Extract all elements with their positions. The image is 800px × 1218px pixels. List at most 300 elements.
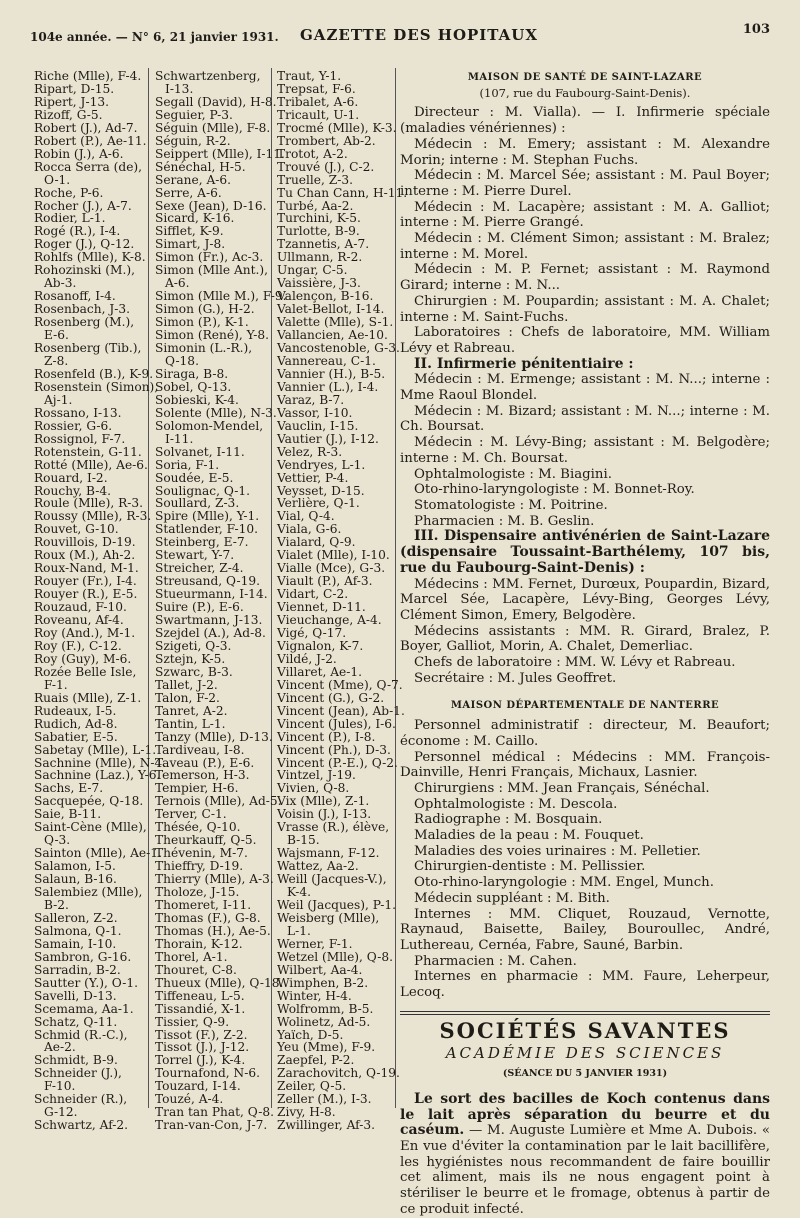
index-entry: Villaret, Ae-1. bbox=[277, 664, 362, 679]
index-entry: E-6. bbox=[44, 328, 69, 343]
index-entry: Vignalon, K-7. bbox=[277, 638, 364, 653]
index-entry: Trocmé (Mlle), K-3. bbox=[277, 120, 397, 135]
index-entry: F-10. bbox=[44, 1079, 76, 1094]
index-entry: Siraga, B-8. bbox=[155, 366, 229, 381]
index-entry: Vialet (Mlle), I-10. bbox=[277, 548, 390, 563]
stlazare-staff-list bbox=[400, 105, 770, 686]
staff-paragraph: Internes en pharmacie : MM. Faure, Leherpeur, Lecoq. bbox=[400, 969, 770, 1001]
index-entry: Scemama, Aa-1. bbox=[34, 1001, 134, 1016]
index-entry: Séguin (Mlle), F-8. bbox=[155, 120, 271, 135]
index-entry: Soulignac, Q-1. bbox=[155, 483, 251, 498]
column-divider bbox=[271, 68, 272, 1108]
index-entry: Sainton (Mlle), Ae-1. bbox=[34, 846, 162, 861]
index-entry: Simon (G.), H-2. bbox=[155, 302, 255, 317]
index-entry: Taveau (P.), E-6. bbox=[155, 755, 255, 770]
index-entry: Wimphen, B-2. bbox=[277, 975, 369, 990]
index-entry: Schwartz, Af-2. bbox=[34, 1118, 129, 1133]
index-entry: Rodier, L-1. bbox=[34, 211, 106, 226]
index-entry: Zeiler, Q-5. bbox=[277, 1079, 347, 1094]
seance-date: (SÉANCE DU 5 JANVIER 1931) bbox=[502, 1068, 668, 1080]
article-title: Le sort des bacilles de Koch contenus dans le lait après séparation du beurre et du caséum. bbox=[400, 1090, 770, 1139]
index-entry: Sacquepée, Q-18. bbox=[34, 794, 144, 809]
index-entry: Q-3. bbox=[44, 833, 71, 848]
staff-paragraph: Personnel médical : Médecins : MM. François-Dainville, Henri Français, Michaux, Lasnier. bbox=[400, 749, 770, 781]
index-entry: Sambron, G-16. bbox=[34, 949, 132, 964]
index-entry: Varaz, B-7. bbox=[277, 392, 345, 407]
index-entry: Aj-1. bbox=[44, 392, 73, 407]
index-entry: Schmid (R.-C.), bbox=[34, 1027, 128, 1042]
index-entry: Sobel, Q-13. bbox=[155, 379, 232, 394]
index-entry: Zwillinger, Af-3. bbox=[277, 1118, 375, 1133]
index-entry: Ruais (Mlle), Z-1. bbox=[34, 690, 142, 705]
index-entry: Simart, J-8. bbox=[155, 237, 226, 252]
staff-paragraph: Ophtalmologiste : M. Biagini. bbox=[414, 466, 612, 482]
index-entry: Truelle, Z-3. bbox=[277, 172, 353, 187]
index-entry: Vialle (Mce), G-3. bbox=[277, 561, 386, 576]
index-entry: Rouyer (Fr.), I-4. bbox=[34, 574, 137, 589]
index-entry: Vauclin, I-15. bbox=[277, 418, 359, 433]
index-entry: Tu Chan Cann, H-11. bbox=[277, 185, 408, 200]
index-entry: Simon (Mlle M.), F-9. bbox=[155, 289, 287, 304]
index-entry: Tallet, J-2. bbox=[155, 677, 218, 692]
index-entry: Salaun, B-16. bbox=[34, 872, 117, 887]
index-entry: Spire (Mlle), Y-1. bbox=[155, 509, 260, 524]
index-entry: Wilbert, Aa-4. bbox=[277, 962, 363, 977]
index-entry: B-2. bbox=[44, 898, 69, 912]
index-entry: Simon (P.), K-1. bbox=[155, 315, 249, 330]
index-entry: Rossier, G-6. bbox=[34, 418, 113, 433]
index-entry: Z-8. bbox=[44, 353, 69, 368]
index-entry: Serane, A-6. bbox=[155, 172, 232, 187]
index-entry: Simon (Mlle Ant.), bbox=[155, 263, 269, 278]
index-entry: Vincent (Mme), Q-7. bbox=[277, 677, 403, 692]
index-entry: O-1. bbox=[44, 172, 71, 187]
index-entry: Vincent (Jules), I-6. bbox=[277, 716, 396, 731]
index-entry: Tissot (J.), J-12. bbox=[155, 1040, 250, 1055]
index-entry: Robin (J.), A-6. bbox=[34, 146, 124, 161]
index-entry: Rohozinski (M.), bbox=[34, 263, 136, 278]
index-entry: Thomas (H.), Ae-5. bbox=[155, 923, 271, 938]
index-entry: Rosenbach, J-3. bbox=[34, 302, 130, 317]
index-entry: Sabetay (Mlle), L-1. bbox=[34, 742, 157, 757]
staff-paragraph: Médecin : M. Emery; assistant : M. Alexandre Morin; interne : M. Stephan Fuchs. bbox=[400, 136, 770, 168]
index-entry: Wetzel (Mlle), Q-8. bbox=[277, 949, 393, 964]
index-entry: Viala, G-6. bbox=[277, 522, 342, 537]
index-entry: Roy (F.), C-12. bbox=[34, 638, 122, 653]
index-entry: Yeu (Mme), F-9. bbox=[277, 1040, 376, 1055]
index-entry: Rosenstein (Simon), bbox=[34, 379, 159, 394]
journal-title: GAZETTE DES HOPITAUX bbox=[300, 26, 539, 44]
index-entry: Verlière, Q-1. bbox=[277, 496, 360, 511]
index-entry: Rossano, I-13. bbox=[34, 405, 122, 420]
section-heading-stlazare: MAISON DE SANTÉ DE SAINT-LAZARE bbox=[467, 72, 703, 83]
index-entry: Weill (Jacques-V.), bbox=[277, 872, 387, 887]
index-entry: Ripert, J-13. bbox=[34, 94, 109, 109]
index-entry: Vintzel, J-19. bbox=[277, 768, 356, 783]
index-entry: Roy (And.), M-1. bbox=[34, 625, 136, 640]
section-heading-nanterre: MAISON DÉPARTEMENTALE DE NANTERRE bbox=[450, 700, 720, 712]
index-entry: Schmidt, B-9. bbox=[34, 1053, 118, 1068]
index-entry: K-4. bbox=[287, 885, 311, 900]
index-entry: Theurkauff, Q-5. bbox=[155, 833, 257, 848]
index-entry: Weisberg (Mlle), bbox=[277, 910, 380, 925]
double-rule bbox=[400, 1011, 770, 1015]
index-entry: Ullmann, R-2. bbox=[277, 250, 363, 265]
right-column bbox=[400, 68, 770, 1218]
index-entry: Touzard, I-14. bbox=[155, 1079, 241, 1094]
index-entry: Vannereau, C-1. bbox=[277, 353, 376, 368]
index-entry: Schneider (J.), bbox=[34, 1066, 122, 1081]
index-entry: Thorain, K-12. bbox=[155, 936, 243, 951]
staff-paragraph: Ophtalmologiste : M. Descola. bbox=[414, 796, 618, 812]
index-entry: Roule (Mlle), R-3. bbox=[34, 496, 144, 511]
index-entry: Sachnine (Mlle), N-4. bbox=[34, 755, 167, 770]
staff-paragraph: Personnel administratif : directeur, M. Beaufort; économe : M. Caillo. bbox=[400, 718, 770, 749]
index-entry: Sztejn, K-5. bbox=[155, 651, 226, 666]
index-entry: Saie, B-11. bbox=[34, 807, 102, 822]
index-entry: Thierry (Mlle), A-3. bbox=[155, 872, 274, 887]
index-entry: Saint-Cène (Mlle), bbox=[34, 820, 147, 835]
index-entry: Sabatier, E-5. bbox=[34, 729, 118, 744]
index-entry: Vigé, Q-17. bbox=[277, 625, 347, 640]
index-entry: Soullard, Z-3. bbox=[155, 496, 240, 511]
staff-paragraph: Médecin : M. Ermenge; assistant : M. N...; interne : Mme Raoul Blondel. bbox=[400, 372, 770, 404]
index-entry: Solvanet, I-11. bbox=[155, 444, 245, 459]
name-index-column-1 bbox=[34, 69, 167, 1133]
index-entry: Schwartzenberg, bbox=[155, 69, 261, 83]
index-entry: Rudeaux, I-5. bbox=[34, 703, 117, 718]
index-entry: Stewart, Y-7. bbox=[155, 548, 235, 563]
index-entry: Sexe (Jean), D-16. bbox=[155, 198, 267, 213]
issue-info: 104e année. — N° 6, 21 janvier 1931. bbox=[30, 30, 279, 44]
index-entry: Trombert, Ab-2. bbox=[277, 133, 376, 148]
staff-paragraph: Maladies de la peau : M. Fouquet. bbox=[414, 828, 644, 844]
index-entry: Szwarc, B-3. bbox=[155, 664, 233, 679]
index-entry: Szigeti, Q-3. bbox=[155, 638, 232, 653]
index-entry: Vancostenoble, G-3. bbox=[277, 341, 400, 356]
index-entry: Salleron, Z-2. bbox=[34, 910, 118, 925]
index-entry: Tournafond, N-6. bbox=[155, 1066, 260, 1081]
index-entry: Valençon, B-16. bbox=[277, 289, 374, 304]
staff-paragraph: Internes : MM. Cliquet, Rouzaud, Vernotte, Raynaud, Baisette, Bailey, Bouroullec, André, Luthereau, Cernéa, Fabre, Sauné, Barbin. bbox=[400, 906, 770, 953]
index-entry: Viault (P.), Af-3. bbox=[277, 574, 373, 589]
index-entry: Schneider (R.), bbox=[34, 1092, 128, 1107]
index-entry: Simon (René), Y-8. bbox=[155, 328, 270, 343]
index-entry: Vieuchange, A-4. bbox=[277, 613, 382, 628]
index-entry: Rouard, I-2. bbox=[34, 470, 108, 485]
staff-paragraph: Médecins : MM. Fernet, Durœux, Poupardin, Bizard, Marcel Sée, Lacapère, Lévy-Bing, Georges Lévy, Clément Simon, Emery, Belgodère. bbox=[400, 576, 770, 623]
page-number: 103 bbox=[742, 22, 770, 37]
index-entry: Vialard, Q-9. bbox=[277, 535, 356, 550]
index-entry: Rocca Serra (de), bbox=[34, 159, 143, 174]
index-entry: Sicard, K-16. bbox=[155, 211, 235, 226]
index-entry: Thésée, Q-10. bbox=[155, 820, 241, 835]
index-entry: Tanret, A-2. bbox=[155, 703, 228, 718]
index-entry: Rosenfeld (B.), K-9. bbox=[34, 366, 154, 381]
index-entry: Roche, P-6. bbox=[34, 185, 104, 200]
index-entry: Vidart, C-2. bbox=[277, 587, 349, 602]
index-entry: Roux (M.), Ah-2. bbox=[34, 548, 136, 563]
index-entry: Savelli, D-13. bbox=[34, 988, 117, 1003]
staff-paragraph: Directeur : M. Vialla). — I. Infirmerie spéciale (maladies vénériennes) : bbox=[400, 105, 770, 137]
column-divider bbox=[148, 68, 149, 1108]
index-entry: Velez, R-3. bbox=[277, 444, 343, 459]
index-entry: Vincent (G.), G-2. bbox=[277, 690, 385, 705]
academie-heading: ACADÉMIE DES SCIENCES bbox=[445, 1044, 725, 1063]
index-entry: Séguin, R-2. bbox=[155, 133, 231, 148]
index-entry: Serre, A-6. bbox=[155, 185, 222, 200]
index-entry: F-1. bbox=[44, 677, 68, 692]
index-entry: Solente (Mlle), N-3. bbox=[155, 405, 277, 420]
index-entry: Thévenin, M-7. bbox=[155, 846, 248, 861]
index-entry: Schatz, Q-11. bbox=[34, 1014, 118, 1029]
index-entry: Roger (J.), Q-12. bbox=[34, 237, 135, 252]
name-index-column-2 bbox=[155, 69, 287, 1133]
index-entry: Terver, C-1. bbox=[155, 807, 227, 822]
index-entry: Solomon-Mendel, bbox=[155, 418, 264, 433]
index-entry: I-13. bbox=[165, 81, 194, 96]
index-entry: Winter, H-4. bbox=[277, 988, 352, 1003]
index-entry: Vincent (Ph.), D-3. bbox=[277, 742, 391, 757]
index-entry: Turbé, Aa-2. bbox=[277, 198, 354, 213]
staff-paragraph: Oto-rhino-laryngologie : MM. Engel, Munch. bbox=[414, 875, 714, 891]
staff-paragraph: Médecin : M. Lacapère; assistant : M. A. Galliot; interne : M. Pierre Grangé. bbox=[400, 199, 770, 231]
index-entry: Tissier, Q-9. bbox=[155, 1014, 230, 1029]
index-entry: Valette (Mlle), S-1. bbox=[277, 315, 394, 330]
index-entry: Viennet, D-11. bbox=[277, 600, 366, 615]
staff-paragraph: Médecin : M. Lévy-Bing; assistant : M. Belgodère; interne : M. Ch. Boursat. bbox=[400, 435, 770, 466]
index-entry: Sachnine (Laz.), Y-6. bbox=[34, 768, 161, 783]
staff-paragraph: III. Dispensaire antivénérien de Saint-Lazare (dispensaire Toussaint-Barthélemy, 107 bis, rue du Faubourg-Saint-Denis) : bbox=[400, 528, 770, 576]
index-entry: Rouyer (R.), E-5. bbox=[34, 587, 138, 602]
staff-paragraph: Médecin suppléant : M. Bith. bbox=[414, 890, 610, 906]
index-entry: Weil (Jacques), P-1. bbox=[277, 898, 397, 912]
index-entry: Tiffeneau, L-5. bbox=[155, 988, 245, 1003]
index-entry: Stueurmann, I-14. bbox=[155, 587, 268, 602]
index-entry: Roussy (Mlle), R-3. bbox=[34, 509, 152, 524]
staff-paragraph: Médecins assistants : MM. R. Girard, Bralez, P. Boyer, Galliot, Morin, A. Chalet, Demerliac. bbox=[400, 623, 770, 655]
index-entry: Rohlfs (Mlle), K-8. bbox=[34, 250, 146, 265]
section-address: (107, rue du Faubourg-Saint-Denis). bbox=[479, 85, 691, 100]
index-entry: L-1. bbox=[287, 923, 311, 938]
index-entry: Salamon, I-5. bbox=[34, 859, 116, 874]
index-entry: Vautier (J.), I-12. bbox=[277, 431, 379, 446]
index-entry: Tricault, U-1. bbox=[277, 107, 360, 122]
index-entry: Thorel, A-1. bbox=[155, 949, 228, 964]
index-entry: Soudée, E-5. bbox=[155, 470, 234, 485]
index-entry: Vincent (P.), I-8. bbox=[277, 729, 376, 744]
index-entry: Rosanoff, I-4. bbox=[34, 289, 116, 304]
index-entry: Thueux (Mlle), Q-18. bbox=[155, 975, 284, 990]
index-entry: Vassor, I-10. bbox=[277, 405, 353, 420]
index-entry: Tanzy (Mlle), D-13. bbox=[155, 729, 273, 744]
article-body: — M. Auguste Lumière et Mme A. Dubois. « En vue d'éviter la contamination par le lait bacillifère, les hygiénistes nous recommandent de faire bouillir cet aliment, mais ils ne nous engagent point à stériliser le beurre et le fromage, obtenus à partir de ce produit infecté. bbox=[400, 1123, 770, 1217]
index-entry: Tantin, L-1. bbox=[155, 716, 226, 731]
index-entry: Trepsat, F-6. bbox=[277, 81, 356, 96]
index-entry: Vallancien, Ae-10. bbox=[277, 328, 388, 343]
index-entry: Rogé (R.), I-4. bbox=[34, 224, 121, 239]
staff-paragraph: Chirurgien-dentiste : M. Pellissier. bbox=[414, 859, 646, 875]
staff-paragraph: Chirurgien : M. Poupardin; assistant : M. A. Chalet; interne : M. Saint-Fuchs. bbox=[400, 293, 770, 325]
index-entry: Simon (Fr.), Ac-3. bbox=[155, 250, 264, 265]
staff-paragraph: Médecin : M. Clément Simon; assistant : M. Bralez; interne : M. Morel. bbox=[400, 231, 770, 262]
staff-paragraph: Laboratoires : Chefs de laboratoire, MM. William Lévy et Rabreau. bbox=[400, 325, 770, 356]
index-entry: Vix (Mlle), Z-1. bbox=[277, 794, 370, 809]
staff-paragraph: Stomatologiste : M. Poitrine. bbox=[414, 497, 608, 513]
index-entry: Trouvé (J.), C-2. bbox=[277, 159, 375, 174]
staff-paragraph: Secrétaire : M. Jules Geoffret. bbox=[414, 670, 617, 686]
index-entry: Tempier, H-6. bbox=[155, 781, 239, 796]
index-entry: Salmona, Q-1. bbox=[34, 923, 122, 938]
index-entry: Vivien, Q-8. bbox=[277, 781, 350, 796]
index-entry: Ungar, C-5. bbox=[277, 263, 348, 278]
index-entry: Traut, Y-1. bbox=[277, 69, 342, 83]
index-entry: Zaepfel, P-2. bbox=[277, 1053, 355, 1068]
index-entry: B-15. bbox=[287, 833, 320, 848]
index-entry: Vannier (L.), I-4. bbox=[277, 379, 379, 394]
index-entry: Zivy, H-8. bbox=[277, 1105, 336, 1120]
index-entry: Thieffry, D-19. bbox=[155, 859, 244, 874]
index-entry: Swartmann, J-13. bbox=[155, 613, 263, 628]
index-entry: Rouvillois, D-19. bbox=[34, 535, 136, 550]
staff-paragraph: Maladies des voies urinaires : M. Pelletier. bbox=[414, 843, 701, 859]
index-entry: Rocher (J.), A-7. bbox=[34, 198, 132, 213]
index-entry: Szejdel (A.), Ad-8. bbox=[155, 625, 266, 640]
staff-paragraph: Médecin : M. Bizard; assistant : M. N...; interne : M. Ch. Boursat. bbox=[400, 403, 770, 435]
index-entry: Sautter (Y.), O-1. bbox=[34, 975, 138, 990]
index-entry: Trotot, A-2. bbox=[277, 146, 348, 161]
index-entry: Soria, F-1. bbox=[155, 457, 220, 472]
index-entry: G-12. bbox=[44, 1105, 78, 1120]
staff-paragraph: Pharmacien : M. Cahen. bbox=[414, 953, 577, 969]
index-entry: Ternois (Mlle), Ad-5. bbox=[155, 794, 282, 809]
index-entry: Torrel (J.), K-4. bbox=[155, 1053, 246, 1068]
index-entry: Vendryes, L-1. bbox=[277, 457, 366, 472]
index-entry: Sénéchal, H-5. bbox=[155, 159, 246, 174]
index-entry: Roux-Nand, M-1. bbox=[34, 561, 139, 576]
index-entry: Q-18. bbox=[165, 353, 199, 368]
index-entry: Vincent (Jean), Ab-1. bbox=[277, 703, 405, 718]
index-entry: Samain, I-10. bbox=[34, 936, 117, 951]
index-entry: Tzannetis, A-7. bbox=[277, 237, 370, 252]
index-entry: Sobieski, K-4. bbox=[155, 392, 239, 407]
index-entry: Tran-van-Con, J-7. bbox=[155, 1118, 268, 1133]
index-entry: Rudich, Ad-8. bbox=[34, 716, 118, 731]
index-entry: Tholoze, J-15. bbox=[155, 885, 240, 900]
index-entry: Yaïch, D-5. bbox=[277, 1027, 344, 1042]
index-entry: Rouchy, B-4. bbox=[34, 483, 111, 498]
index-entry: Tran tan Phat, Q-8. bbox=[155, 1105, 274, 1120]
index-entry: Zeller (M.), I-3. bbox=[277, 1092, 372, 1107]
index-entry: Sachs, E-7. bbox=[34, 781, 104, 796]
index-entry: Tissandié, X-1. bbox=[155, 1001, 246, 1016]
index-entry: Sifflet, K-9. bbox=[155, 224, 224, 239]
index-entry: I-11. bbox=[165, 431, 194, 446]
index-entry: Tissot (F.), Z-2. bbox=[155, 1027, 248, 1042]
index-entry: Rotenstein, G-11. bbox=[34, 444, 142, 459]
index-entry: Roy (Guy), M-6. bbox=[34, 651, 132, 666]
index-entry: Seguier, P-3. bbox=[155, 107, 233, 122]
index-entry: Streicher, Z-4. bbox=[155, 561, 244, 576]
index-entry: Rouzaud, F-10. bbox=[34, 600, 127, 615]
index-entry: Vaissière, J-3. bbox=[277, 276, 361, 291]
index-entry: Salembiez (Mlle), bbox=[34, 885, 143, 900]
staff-paragraph: II. Infirmerie pénitentiaire : bbox=[414, 355, 634, 372]
index-entry: Voisin (J.), I-13. bbox=[277, 807, 372, 822]
index-entry: Werner, F-1. bbox=[277, 936, 353, 951]
index-entry: Seippert (Mlle), I-11. bbox=[155, 146, 285, 161]
index-entry: Segall (David), H-8. bbox=[155, 94, 277, 109]
index-entry: Turlotte, B-9. bbox=[277, 224, 360, 239]
staff-paragraph: Pharmacien : M. B. Geslin. bbox=[414, 513, 595, 529]
index-entry: Thomeret, I-11. bbox=[155, 898, 252, 912]
index-entry: Simonin (L.-R.), bbox=[155, 341, 253, 356]
societes-heading: SOCIÉTÉS SAVANTES bbox=[439, 1017, 731, 1043]
index-entry: Riche (Mlle), F-4. bbox=[34, 69, 142, 83]
nanterre-staff-list bbox=[400, 718, 770, 1001]
index-entry: Rizoff, G-5. bbox=[34, 107, 103, 122]
column-divider bbox=[395, 68, 396, 1108]
index-entry: Vial, Q-4. bbox=[277, 509, 335, 524]
name-index-column-3 bbox=[277, 69, 408, 1133]
index-entry: Vrasse (R.), élève, bbox=[277, 820, 390, 835]
index-entry: Ripart, D-15. bbox=[34, 81, 115, 96]
staff-paragraph: Chirurgiens : MM. Jean Français, Sénéchal. bbox=[414, 780, 710, 796]
page-header bbox=[30, 22, 770, 48]
index-entry: Rossignol, F-7. bbox=[34, 431, 126, 446]
index-entry: Veysset, D-15. bbox=[277, 483, 365, 498]
index-entry: Roveanu, Af-4. bbox=[34, 613, 124, 628]
index-entry: Touzé, A-4. bbox=[155, 1092, 224, 1107]
index-entry: Wolfromm, B-5. bbox=[277, 1001, 374, 1016]
index-entry: Statlender, F-10. bbox=[155, 522, 259, 537]
staff-paragraph: Médecin : M. Marcel Sée; assistant : M. Paul Boyer; interne : M. Pierre Durel. bbox=[400, 168, 770, 199]
index-entry: Ae-2. bbox=[44, 1040, 76, 1055]
index-entry: Tardiveau, I-8. bbox=[155, 742, 245, 757]
index-entry: Valet-Bellot, I-14. bbox=[277, 302, 385, 317]
index-entry: Robert (J.), Ad-7. bbox=[34, 120, 138, 135]
index-entry: Rozée Belle Isle, bbox=[34, 664, 137, 679]
index-entry: Zarachovitch, Q-19. bbox=[277, 1066, 400, 1081]
index-entry: A-6. bbox=[165, 276, 190, 291]
index-entry: Steinberg, E-7. bbox=[155, 535, 249, 550]
index-entry: Wolinetz, Ad-5. bbox=[277, 1014, 371, 1029]
index-entry: Vincent (P.-E.), Q-2. bbox=[277, 755, 398, 770]
index-entry: Turchini, K-5. bbox=[277, 211, 361, 226]
index-entry: Tribalet, A-6. bbox=[277, 94, 359, 109]
article-paragraph bbox=[400, 1092, 770, 1218]
staff-paragraph: Chefs de laboratoire : MM. W. Lévy et Rabreau. bbox=[414, 655, 736, 671]
index-entry: Suire (P.), E-6. bbox=[155, 600, 244, 615]
staff-paragraph: Oto-rhino-laryngologiste : M. Bonnet-Roy. bbox=[414, 482, 695, 498]
index-entry: Thouret, C-8. bbox=[155, 962, 237, 977]
staff-paragraph: Radiographe : M. Bosquain. bbox=[414, 812, 603, 828]
index-entry: Vannier (H.), B-5. bbox=[277, 366, 386, 381]
index-entry: Streusand, Q-19. bbox=[155, 574, 260, 589]
index-entry: Talon, F-2. bbox=[155, 690, 220, 705]
index-entry: Vettier, P-4. bbox=[277, 470, 349, 485]
index-entry: Thomas (F.), G-8. bbox=[155, 910, 261, 925]
index-entry: Wattez, Aa-2. bbox=[277, 859, 359, 874]
index-entry: Rosenberg (M.), bbox=[34, 315, 135, 330]
index-entry: Rouvet, G-10. bbox=[34, 522, 119, 537]
staff-paragraph: Médecin : M. P. Fernet; assistant : M. Raymond Girard; interne : M. N... bbox=[400, 262, 770, 294]
index-entry: Wajsmann, F-12. bbox=[277, 846, 380, 861]
index-entry: Robert (P.), Ae-11. bbox=[34, 133, 147, 148]
index-entry: Rotté (Mlle), Ae-6. bbox=[34, 457, 148, 472]
index-entry: Ab-3. bbox=[44, 276, 77, 291]
index-entry: Rosenberg (Tib.), bbox=[34, 341, 142, 356]
